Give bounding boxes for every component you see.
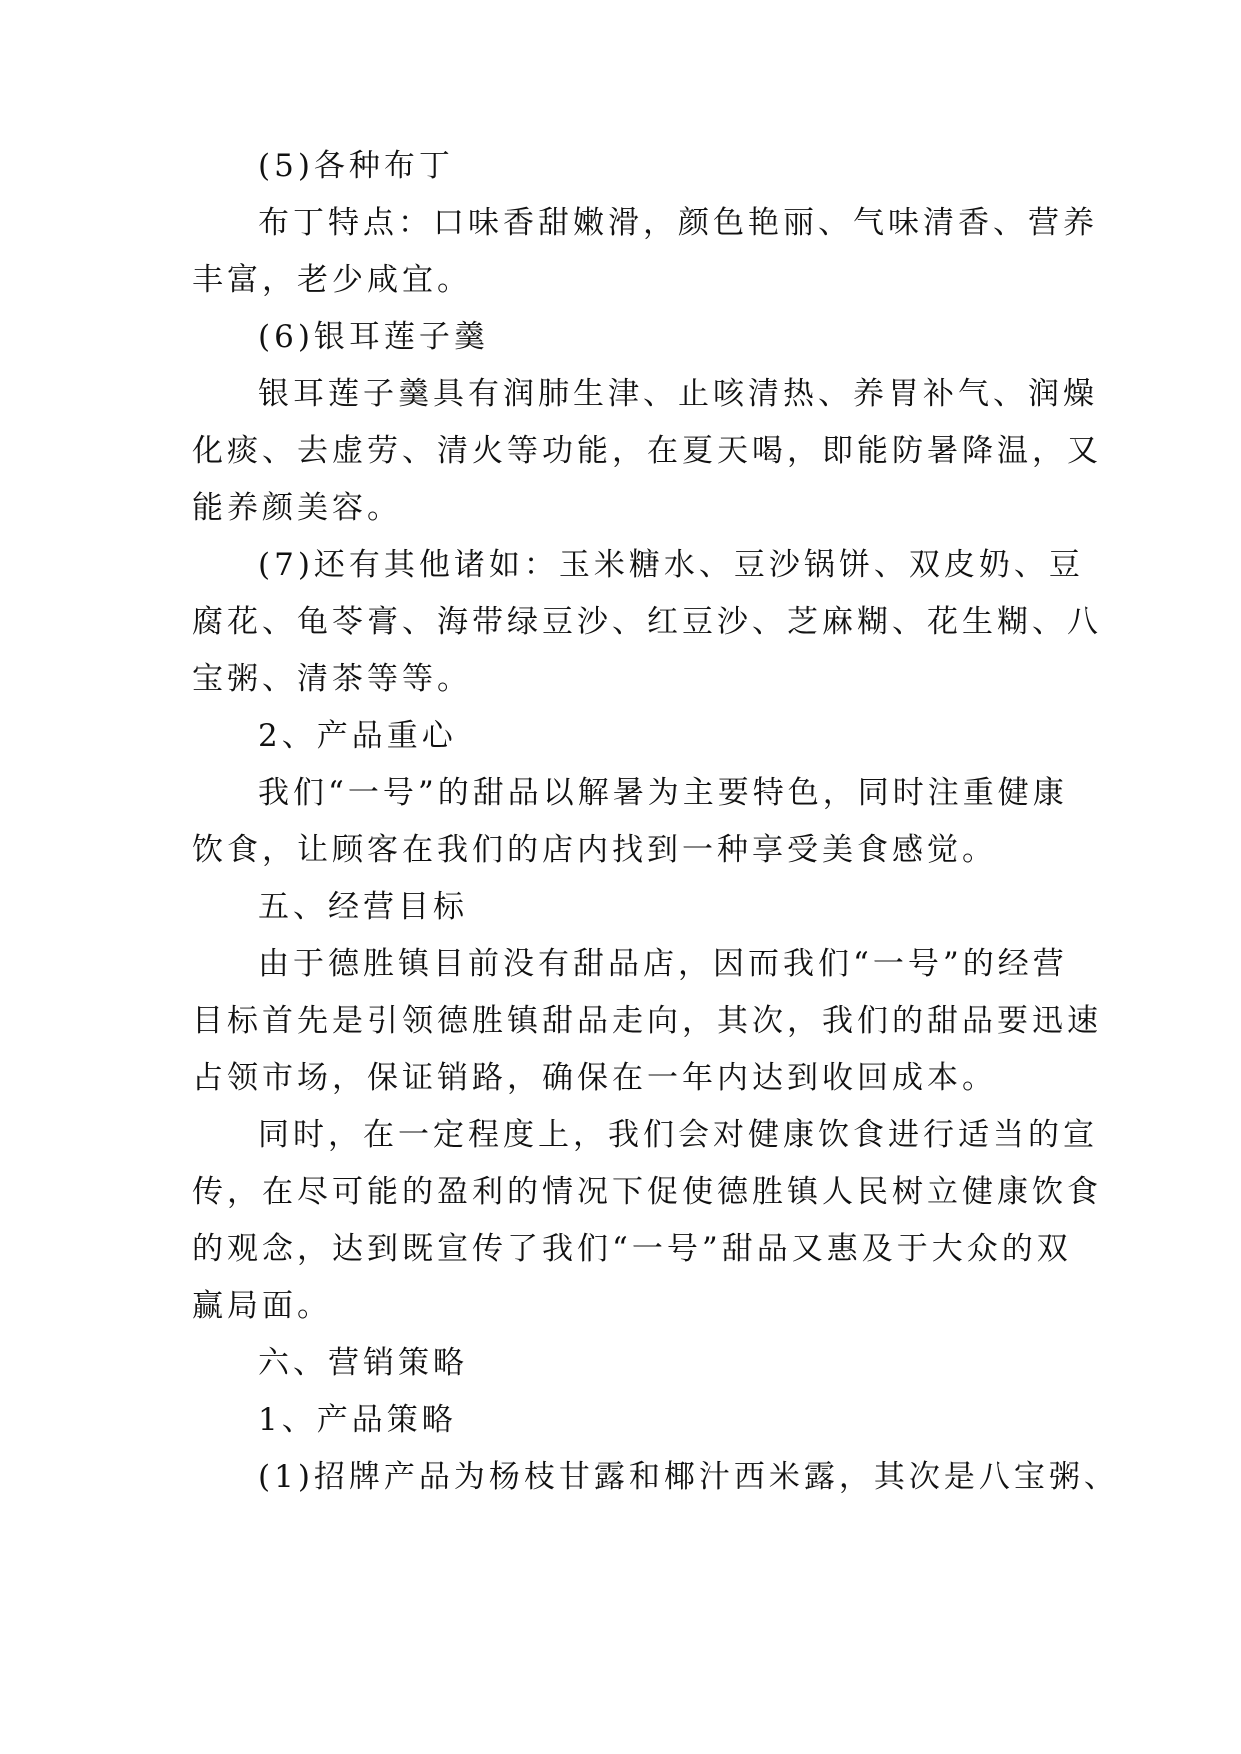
paragraph-goals-line-2: 目标首先是引领德胜镇甜品走向，其次，我们的甜品要迅速: [192, 1003, 1102, 1039]
paragraph-pudding-line-2: 丰富，老少咸宜。: [192, 262, 472, 298]
paragraph-goals-line-1: 由于德胜镇目前没有甜品店，因而我们“一号”的经营: [258, 946, 1068, 982]
heading-item-6: (6)银耳莲子羹: [258, 319, 489, 355]
heading-product-focus: 2、产品重心: [258, 718, 457, 754]
paragraph-signature-line-1: (1)招牌产品为杨枝甘露和椰汁西米露，其次是八宝粥、: [258, 1459, 1119, 1495]
paragraph-others-line-3: 宝粥、清茶等等。: [192, 661, 472, 697]
paragraph-pudding-line-1: 布丁特点：口味香甜嫩滑，颜色艳丽、气味清香、营养: [258, 205, 1098, 241]
paragraph-focus-line-1: 我们“一号”的甜品以解暑为主要特色，同时注重健康: [258, 775, 1068, 811]
paragraph-focus-line-2: 饮食，让顾客在我们的店内找到一种享受美食感觉。: [192, 832, 997, 868]
heading-item-5: (5)各种布丁: [258, 148, 454, 184]
heading-business-goals: 五、经营目标: [258, 889, 468, 925]
paragraph-soup-line-3: 能养颜美容。: [192, 490, 402, 526]
heading-product-strategy: 1、产品策略: [258, 1402, 457, 1438]
paragraph-others-line-1: (7)还有其他诸如：玉米糖水、豆沙锅饼、双皮奶、豆: [258, 547, 1084, 583]
heading-marketing-strategy: 六、营销策略: [258, 1345, 468, 1381]
paragraph-others-line-2: 腐花、龟苓膏、海带绿豆沙、红豆沙、芝麻糊、花生糊、八: [192, 604, 1102, 640]
paragraph-promotion-line-4: 赢局面。: [192, 1288, 332, 1324]
paragraph-soup-line-2: 化痰、去虚劳、清火等功能，在夏天喝，即能防暑降温，又: [192, 433, 1102, 469]
paragraph-soup-line-1: 银耳莲子羹具有润肺生津、止咳清热、养胃补气、润燥: [258, 376, 1098, 412]
paragraph-goals-line-3: 占领市场，保证销路，确保在一年内达到收回成本。: [192, 1060, 997, 1096]
paragraph-promotion-line-2: 传，在尽可能的盈利的情况下促使德胜镇人民树立健康饮食: [192, 1174, 1102, 1210]
paragraph-promotion-line-3: 的观念，达到既宣传了我们“一号”甜品又惠及于大众的双: [192, 1231, 1072, 1267]
paragraph-promotion-line-1: 同时，在一定程度上，我们会对健康饮食进行适当的宣: [258, 1117, 1098, 1153]
